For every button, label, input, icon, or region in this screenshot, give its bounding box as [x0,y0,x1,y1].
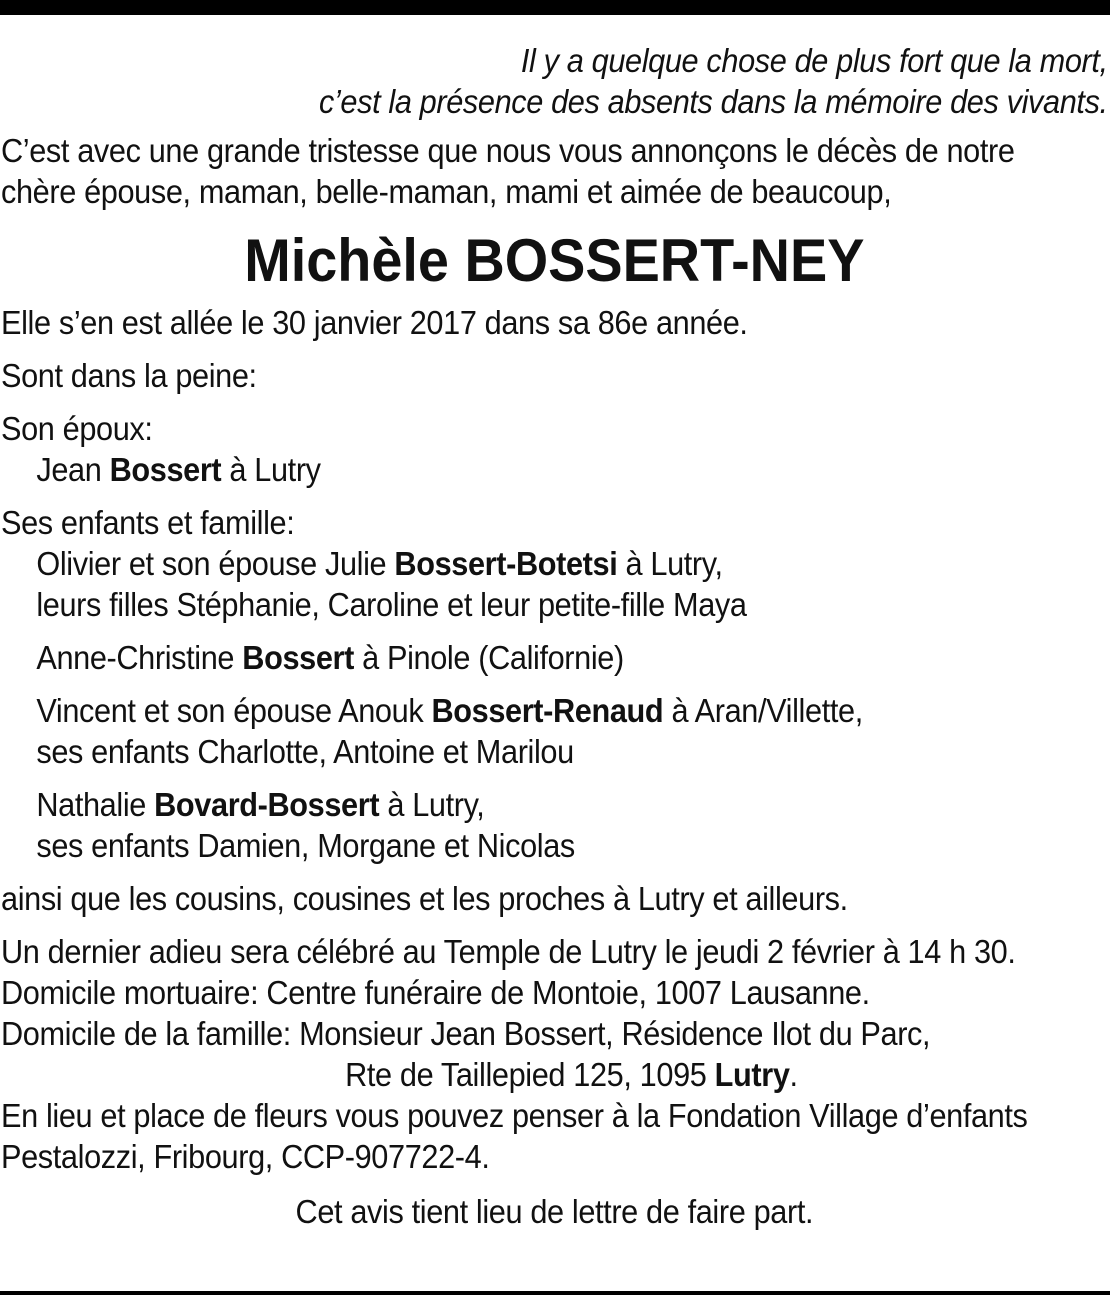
spouse-surname: Bossert [109,451,222,488]
spouse-first: Jean [36,451,102,488]
spouse-place: à Lutry [229,451,321,488]
epigraph-quote [1,40,1108,122]
child-entry-nathalie [1,784,1108,866]
family-home-line-2 [1,1054,1108,1095]
passing-statement: Elle s’en est allée le 30 janvier 2017 dans sa 86e année. [1,304,748,341]
quote-line-1: Il y a quelque chose de plus fort que la mort, [520,42,1108,79]
obituary-notice [1,40,1108,1232]
intro-line-1: C’est avec une grande tristesse que nous vous annonçons le décès de notre [1,132,1015,169]
child-entry-anne-christine [1,637,1108,678]
top-rule [0,0,1110,15]
closing-line: Cet avis tient lieu de lettre de faire part. [295,1193,814,1230]
child-surname: Bossert [242,639,354,676]
mortuary-line: Domicile mortuaire: Centre funéraire de Montoie, 1007 Lausanne. [1,974,870,1011]
child-place: à Lutry, [625,545,723,582]
child-entry-vincent [1,690,1108,772]
relatives-line: ainsi que les cousins, cousines et les proches à Lutry et ailleurs. [1,880,848,917]
donation-line-1: En lieu et place de fleurs vous pouvez penser à la Fondation Village d’enfants [1,1097,1028,1134]
spouse-heading: Son époux: [1,410,153,447]
child-first: Vincent et son épouse Anouk [36,692,424,729]
child-place: à Pinole (Californie) [362,639,624,676]
intro-paragraph [1,130,1108,212]
spouse-entry [1,449,1108,490]
deceased-name: Michèle BOSSERT-NEY [244,227,865,294]
ceremony-line: Un dernier adieu sera célébré au Temple de Lutry le jeudi 2 février à 14 h 30. [1,933,1016,970]
child-detail: ses enfants Damien, Morgane et Nicolas [36,827,575,864]
donation-line-2: Pestalozzi, Fribourg, CCP-907722-4. [1,1138,490,1175]
child-surname: Bossert-Renaud [431,692,664,729]
intro-line-2: chère épouse, maman, belle-maman, mami et aimée de beaucoup, [1,173,892,210]
mourners-heading: Sont dans la peine: [1,357,257,394]
family-home-period: . [789,1056,798,1093]
child-entry-olivier [1,543,1108,625]
family-home-line-1: Domicile de la famille: Monsieur Jean Bossert, Résidence Ilot du Parc, [1,1015,931,1052]
child-detail: leurs filles Stéphanie, Caroline et leur petite-fille Maya [36,586,747,623]
child-place: à Lutry, [387,786,485,823]
children-heading: Ses enfants et famille: [1,504,295,541]
bottom-rule [0,1291,1110,1295]
quote-line-2: c’est la présence des absents dans la mémoire des vivants. [318,83,1108,120]
family-home-address: Rte de Taillepied 125, 1095 [345,1056,707,1093]
child-detail: ses enfants Charlotte, Antoine et Marilou [36,733,574,770]
child-surname: Bossert-Botetsi [394,545,618,582]
child-place: à Aran/Villette, [671,692,863,729]
child-first: Nathalie [36,786,146,823]
family-home-city: Lutry [714,1056,790,1093]
child-first: Olivier et son épouse Julie [36,545,387,582]
child-first: Anne-Christine [36,639,235,676]
child-surname: Bovard-Bossert [154,786,380,823]
